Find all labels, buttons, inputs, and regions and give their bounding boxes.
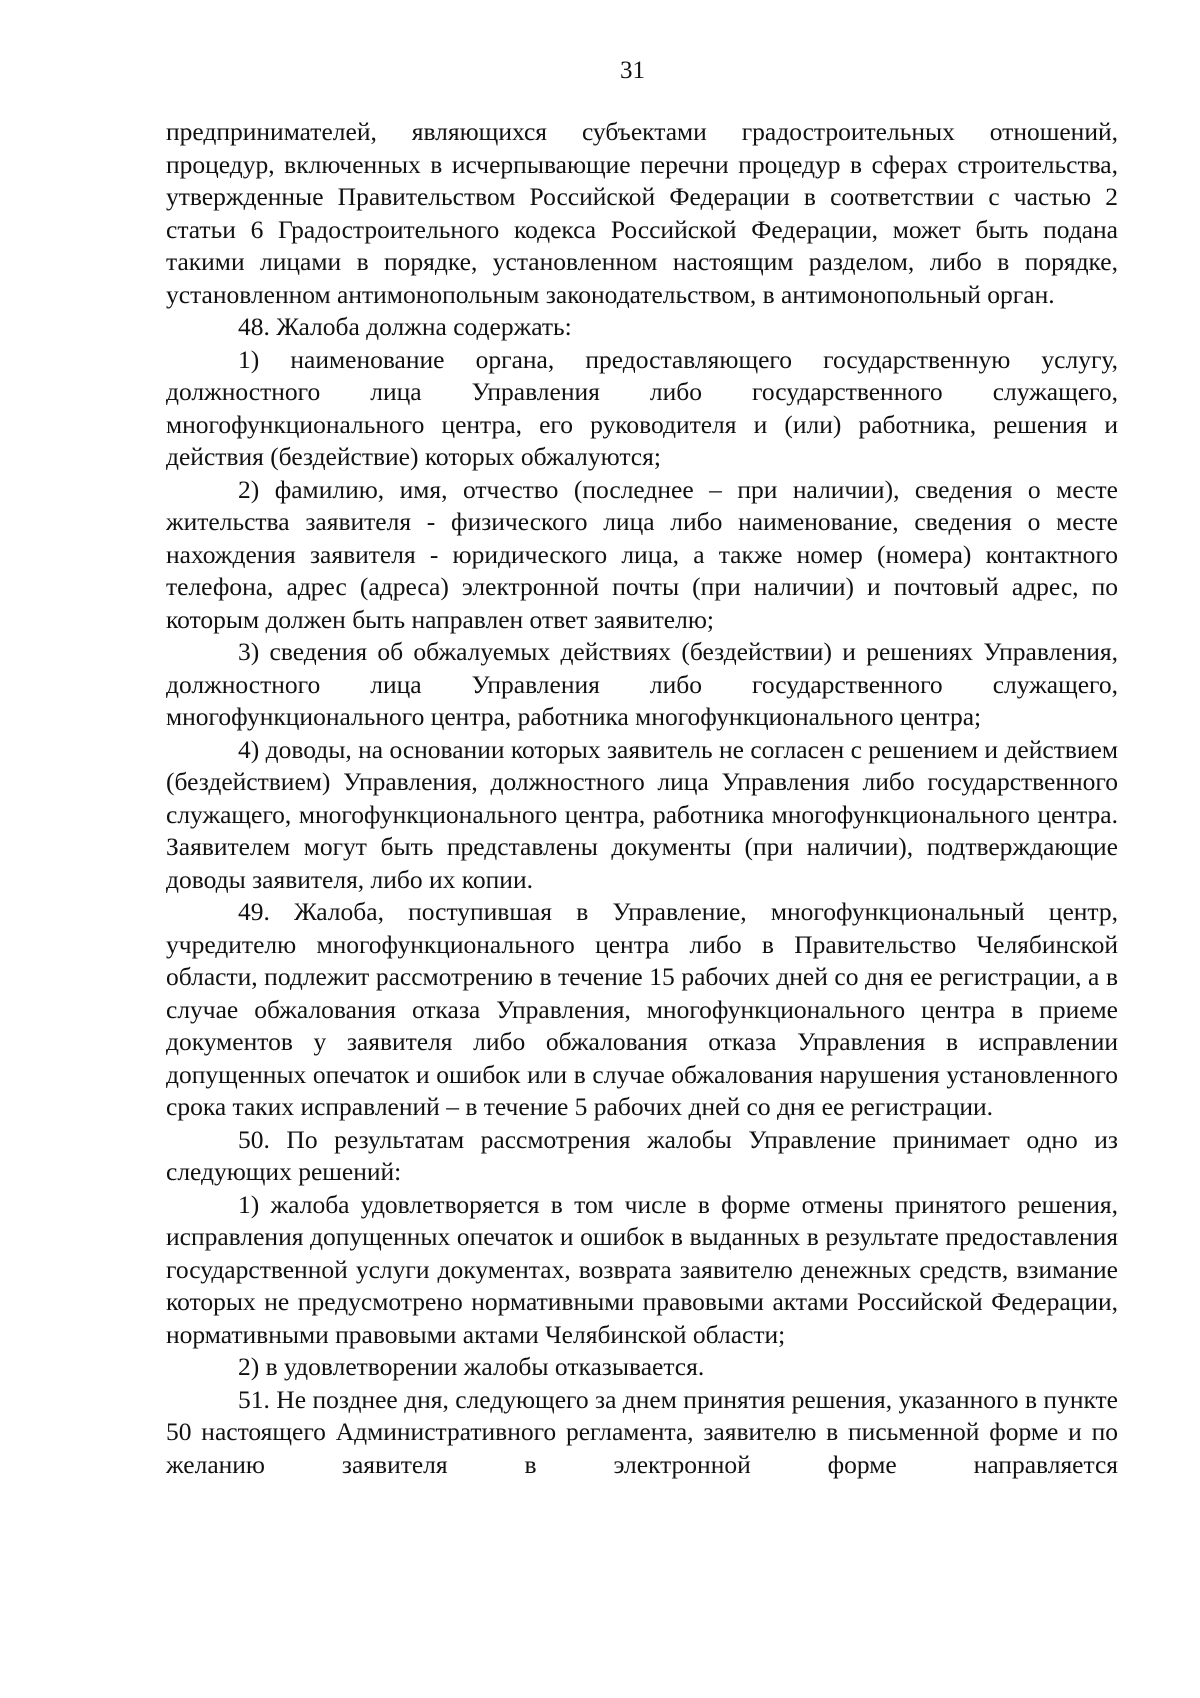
paragraph-48-item-2: 2) фамилию, имя, отчество (последнее – при наличии), сведения о месте жительства заявителя - физического лица либо наименование, сведения о месте нахождения заявителя - юридического лица, а также номер (номера) контактного телефона, адрес (адреса) электронной почты (при наличии) и почтовый адрес, по которым должен быть направлен ответ заявителю; bbox=[166, 474, 1118, 634]
paragraph-49: 49. Жалоба, поступившая в Управление, многофункциональный центр, учредителю многофункционального центра либо в Правительство Челябинской области, подлежит рассмотрению в течение 15 рабочих дней со дня ее регистрации, а в случае обжалования отказа Управления, многофункционального центра в приеме документов у заявителя либо обжалования отказа Управления в исправлении допущенных опечаток и ошибок или в случае обжалования нарушения установленного срока таких исправлений – в течение 5 рабочих дней со дня ее регистрации. bbox=[166, 897, 1118, 1121]
paragraph-50-item-2: 2) в удовлетворении жалобы отказывается. bbox=[238, 1352, 705, 1381]
page-number: 31 bbox=[620, 57, 645, 84]
paragraph-48-item-4: 4) доводы, на основании которых заявитель не согласен с решением и действием (бездействием) Управления, должностного лица Управления либо государственного служащего, многофункционального центра, работника многофункционального центра. Заявителем могут быть представлены документы (при наличии), подтверждающие доводы заявителя, либо их копии. bbox=[166, 734, 1118, 894]
paragraph-48-item-3: 3) сведения об обжалуемых действиях (бездействии) и решениях Управления, должностного лица Управления либо государственного служащего, многофункционального центра, работника многофункционального центра; bbox=[166, 637, 1118, 731]
paragraph-50: 50. По результатам рассмотрения жалобы Управление принимает одно из следующих решений: bbox=[166, 1124, 1118, 1186]
paragraph-continuation: предпринимателей, являющихся субъектами градостроительных отношений, процедур, включенных в исчерпывающие перечни процедур в сферах строительства, утвержденные Правительством Российской Федерации в соответствии с частью 2 статьи 6 Градостроительного кодекса Российской Федерации, может быть подана такими лицами в порядке, установленном настоящим разделом, либо в порядке, установленном антимонопольным законодательством, в антимонопольный орган. bbox=[166, 117, 1118, 309]
paragraph-50-item-1: 1) жалоба удовлетворяется в том числе в форме отмены принятого решения, исправления допущенных опечаток и ошибок в выданных в результате предоставления государственной услуги документах, возврата заявителю денежных средств, взимание которых не предусмотрено нормативными правовыми актами Российской Федерации, нормативными правовыми актами Челябинской области; bbox=[166, 1189, 1118, 1349]
paragraph-51: 51. Не позднее дня, следующего за днем принятия решения, указанного в пункте 50 настоящего Административного регламента, заявителю в письменной форме и по желанию заявителя в электронной форме направляется bbox=[166, 1384, 1118, 1479]
paragraph-48: 48. Жалоба должна содержать: bbox=[238, 312, 572, 341]
paragraph-48-item-1: 1) наименование органа, предоставляющего государственную услугу, должностного лица Управления либо государственного служащего, многофункционального центра, его руководителя и (или) работника, решения и действия (бездействие) которых обжалуются; bbox=[166, 344, 1118, 471]
document-body bbox=[166, 116, 1118, 1481]
